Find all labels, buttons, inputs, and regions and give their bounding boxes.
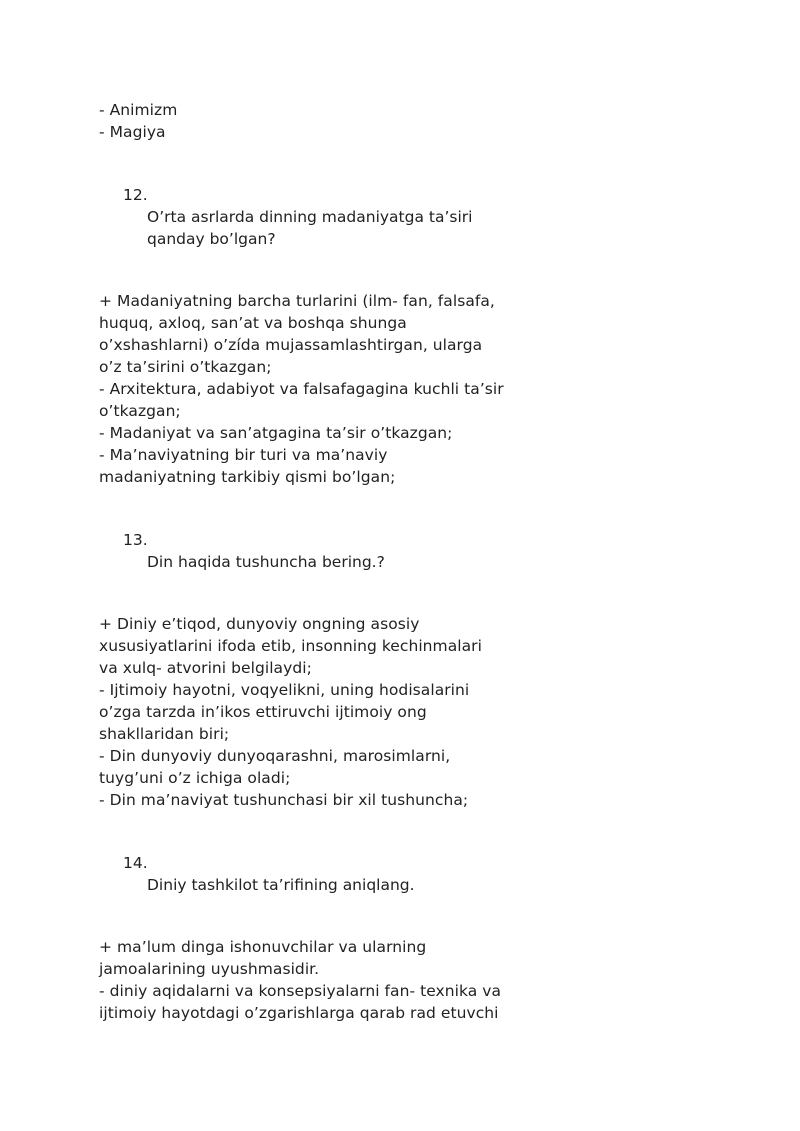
answer-line: - Din ma’naviyat tushunchasi bir xil tushuncha; (99, 791, 469, 809)
answer-line: + Diniy e’tiqod, dunyoviy ongning asosiy (99, 615, 420, 633)
answer-line: huquq, axloq, san’at va boshqa shunga (99, 314, 407, 332)
answer-line: va xulq- atvorini belgilaydi; (99, 659, 312, 677)
answer-line: - Madaniyat va san’atgagina ta’sir o’tkazgan; (99, 424, 453, 442)
answer-line: o’zga tarzda in’ikos ettiruvchi ijtimoiy ong (99, 703, 427, 721)
question-number: 13. (123, 531, 148, 549)
question-text: Diniy tashkilot ta’rifining aniqlang. (147, 876, 415, 894)
question-number: 14. (123, 854, 148, 872)
answer-line: ijtimoiy hayotdagi o’zgarishlarga qarab rad etuvchi (99, 1004, 499, 1022)
answer-line: xususiyatlarini ifoda etib, insonning kechinmalari (99, 637, 482, 655)
answer-line: + Madaniyatning barcha turlarini (ilm- fan, falsafa, (99, 292, 495, 310)
answer-line: - Ijtimoiy hayotni, voqyelikni, uning hodisalarini (99, 681, 470, 699)
question-text: Din haqida tushuncha bering.? (147, 553, 385, 571)
answer-line: - Arxitektura, adabiyot va falsafagagina kuchli ta’sir (99, 380, 504, 398)
answer-line: - Ma’naviyatning bir turi va ma’naviy (99, 446, 388, 464)
option-line: - Magiya (99, 123, 166, 141)
answer-line: - Din dunyoviy dunyoqarashni, marosimlarni, (99, 747, 451, 765)
option-line: - Animizm (99, 101, 178, 119)
question-text: O’rta asrlarda dinning madaniyatga ta’siri (147, 208, 473, 226)
answer-line: tuyg’uni o’z ichiga oladi; (99, 769, 291, 787)
question-text: qanday bo’lgan? (147, 230, 276, 248)
answer-line: madaniyatning tarkibiy qismi bo’lgan; (99, 468, 396, 486)
answer-line: + ma’lum dinga ishonuvchilar va ularning (99, 938, 427, 956)
answer-line: o’xshashlarni) o’zída mujassamlashtirgan, ularga (99, 336, 483, 354)
answer-line: shakllaridan biri; (99, 725, 230, 743)
question-number: 12. (123, 186, 148, 204)
answer-line: - diniy aqidalarni va konsepsiyalarni fan- texnika va (99, 982, 502, 1000)
answer-line: jamoalarining uyushmasidir. (99, 960, 320, 978)
answer-line: o’tkazgan; (99, 402, 181, 420)
answer-line: o’z ta’sirini o’tkazgan; (99, 358, 272, 376)
